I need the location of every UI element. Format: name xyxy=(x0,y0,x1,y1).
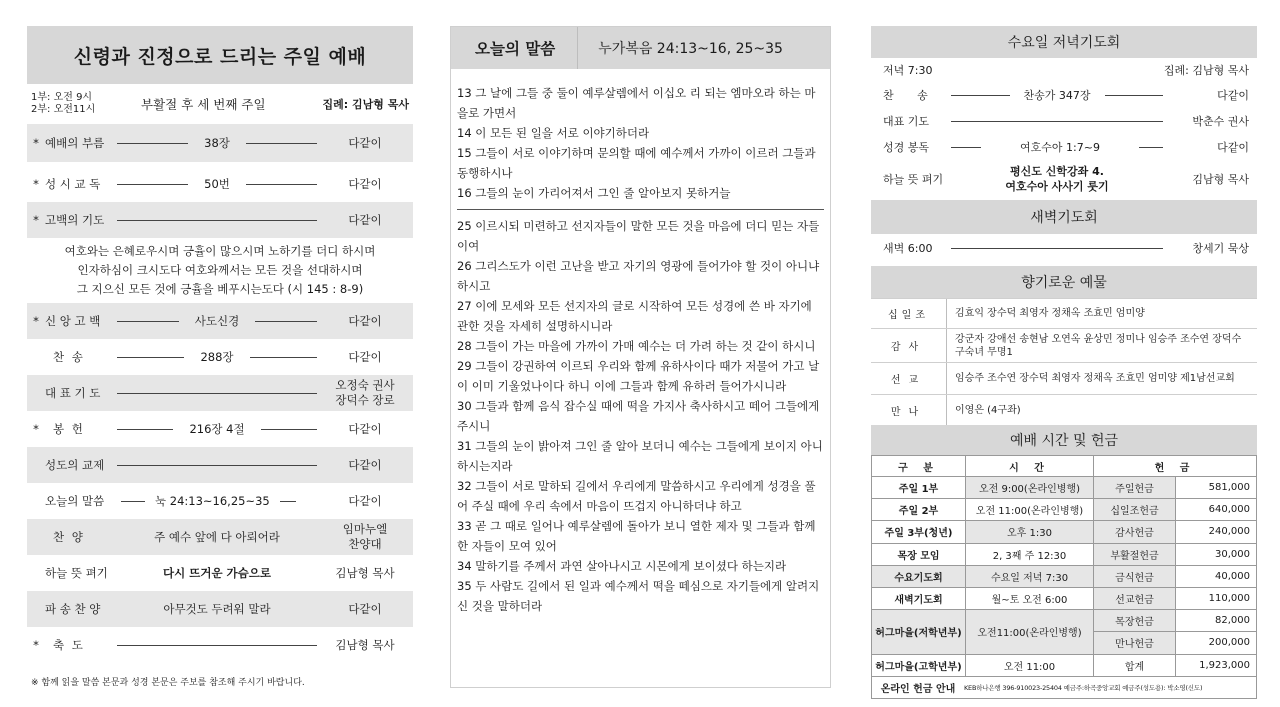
today-word-panel xyxy=(450,26,831,688)
order-row: * 성 시 교 독 50번 다같이 xyxy=(33,176,382,191)
order-row: 오늘의 말씀 눅 24:13~16,25~35 다같이 xyxy=(45,493,382,508)
offering-list xyxy=(871,298,1257,425)
order-row: 찬 양 주 예수 앞에 다 아뢰어라 임마누엘 찬양대 xyxy=(27,519,413,555)
schedule-row: 주일 3부(청년) 오후 1:30 감사헌금 240,000 xyxy=(872,521,1257,543)
verse: 31 그들의 눈이 밝아져 그인 줄 알아 보더니 예수는 그들에게 보이지 아니하시는지라 xyxy=(457,439,823,473)
order-row: * 고백의 기도 다같이 xyxy=(27,202,413,238)
offering-title: 향기로운 예물 xyxy=(871,266,1257,298)
verse-divider xyxy=(457,209,824,210)
schedule-header: 구 분 시 간 헌 금 xyxy=(872,456,1257,477)
scripture-reference: 누가복음 24:13~16, 25~35 xyxy=(598,41,783,57)
order-row: 대 표 기 도 오정숙 권사 장덕수 장로 xyxy=(27,375,413,411)
verse: 34 말하기를 주께서 과연 살아나시고 시몬에게 보이셨다 하는지라 xyxy=(457,559,787,573)
schedule-row: 수요기도회 수요일 저녁 7:30 금식헌금 40,000 xyxy=(872,565,1257,587)
worship-leader: 집례: 김남형 목사 xyxy=(322,98,409,111)
offering-row: 선교 임승주 조수연 장수덕 최영자 정채옥 조효민 엄미양 제1남선교회 xyxy=(871,363,1257,395)
schedule-row: 주일 1부 오전 9:00(온라인병행) 주일헌금 581,000 xyxy=(872,477,1257,499)
order-row: 파 송 찬 양 아무것도 두려워 말라 다같이 xyxy=(27,591,413,627)
online-offering: 온라인 헌금 안내 KEB하나은행 396-910023-25404 예금주:하곡중앙교회 예금주(성도용): 박소영(신도) xyxy=(871,677,1257,699)
order-row: 하늘 뜻 펴기 다시 뜨거운 가슴으로 김남형 목사 xyxy=(45,565,395,580)
verse: 29 그들이 강권하여 이르되 우리와 함께 유하사이다 때가 저물어 가고 날이 이미 기울었나이다 하니 이에 그들과 함께 유하러 들어가시니라 xyxy=(457,359,820,393)
schedule-row: 새벽기도회 월~토 오전 6:00 선교헌금 110,000 xyxy=(872,587,1257,609)
order-row: * 예배의 부름 38장 다같이 xyxy=(27,124,413,162)
scripture-text xyxy=(451,69,830,616)
verse: 25 이르시되 미련하고 선지자들이 말한 모든 것을 마음에 더디 믿는 자들이여 xyxy=(457,219,820,253)
wednesday-row: 대표 기도 박춘수 권사 xyxy=(883,115,1249,128)
service-times xyxy=(31,92,129,116)
schedule-row: 주일 2부 오전 11:00(온라인병행) 십일조헌금 640,000 xyxy=(872,499,1257,521)
schedule-row: 목장 모임 2, 3째 주 12:30 부활절헌금 30,000 xyxy=(872,543,1257,565)
sunday-name: 부활절 후 세 번째 주일 xyxy=(141,97,266,112)
schedule-row: 허그마을(고학년부) 오전 11:00 합계 1,923,000 xyxy=(872,654,1257,676)
worship-title: 신령과 진정으로 드리는 주일 예배 xyxy=(27,26,413,84)
verse: 15 그들이 서로 이야기하며 문의할 때에 예수께서 가까이 이르러 그들과 동행하시나 xyxy=(457,146,816,180)
today-word-header xyxy=(451,27,830,69)
sunday-worship-order xyxy=(27,26,413,688)
offering-row: 만나 이영은 (4구좌) xyxy=(871,395,1257,425)
schedule-title: 예배 시간 및 헌금 xyxy=(871,425,1257,455)
verse: 33 곧 그 때로 일어나 예루살렘에 돌아가 보니 열한 제자 및 그들과 함께 한 자들이 모여 있어 xyxy=(457,519,816,553)
today-word-title: 오늘의 말씀 xyxy=(451,27,578,69)
order-row: * 신 앙 고 백 사도신경 다같이 xyxy=(27,303,413,339)
wednesday-row: 하늘 뜻 펴기 평신도 신학강좌 4. 여호수아 사사기 룻기 김남형 목사 xyxy=(883,165,1249,193)
order-row: * 축 도 김남형 목사 xyxy=(33,637,395,652)
footnote: ※ 함께 읽을 말씀 본문과 성경 본문은 주보를 참조해 주시기 바랍니다. xyxy=(31,678,305,688)
schedule-table xyxy=(871,455,1257,677)
verse: 16 그들의 눈이 가리어져서 그인 줄 알아보지 못하거늘 xyxy=(457,186,731,200)
confession-psalm: 여호와는 은혜로우시며 긍휼이 많으시며 노하기를 더디 하시며 인자하심이 크시도다 여호와께서는 모든 것을 선대하시며 그 지으신 모든 것에 긍휼을 베푸시는도다 (시 145 : 8-9) xyxy=(64,244,376,296)
wednesday-row: 찬 송 찬송가 347장 다같이 xyxy=(883,88,1249,102)
verse: 26 그리스도가 이런 고난을 받고 자기의 영광에 들어가야 할 것이 아니냐 하시고 xyxy=(457,259,820,293)
wednesday-time-row: 저녁 7:30 집례: 김남형 목사 xyxy=(883,64,1249,77)
verse: 27 이에 모세와 모든 선지자의 글로 시작하여 모든 성경에 쓴 바 자기에 관한 것을 자세히 설명하시니라 xyxy=(457,299,812,333)
right-panel xyxy=(871,26,1257,699)
verse: 14 이 모든 된 일을 서로 이야기하더라 xyxy=(457,126,650,140)
worship-info xyxy=(27,84,413,124)
order-row: 찬 송 288장 다같이 xyxy=(53,349,382,364)
order-row: 성도의 교제 다같이 xyxy=(27,447,413,483)
offering-row: 감사 강군자 강애선 송현남 오연옥 윤상민 정미나 임승주 조수연 장덕수 구숙녀 무명1 xyxy=(871,329,1257,363)
offering-row: 십일조 김효익 장수덕 최영자 정채옥 조효민 엄미양 xyxy=(871,299,1257,329)
wednesday-title: 수요일 저녁기도회 xyxy=(871,26,1257,58)
verse: 32 그들이 서로 말하되 길에서 우리에게 말씀하시고 우리에게 성경을 풀어 주실 때에 우리 속에서 마음이 뜨겁지 아니하더냐 하고 xyxy=(457,479,816,513)
schedule-row: 허그마을(저학년부) 오전11:00(온라인병행) 목장헌금 82,000 xyxy=(872,610,1257,632)
service-time-2: 2부: 오전11시 xyxy=(31,104,96,115)
wednesday-row: 성경 봉독 여호수아 1:7~9 다같이 xyxy=(883,140,1249,154)
order-name: 예배의 부름 xyxy=(45,136,105,150)
verse: 30 그들과 함께 음식 잡수실 때에 떡을 가지사 축사하시고 떼어 그들에게 주시니 xyxy=(457,399,820,433)
verse: 28 그들이 가는 마을에 가까이 가매 예수는 더 가려 하는 것 같이 하시니 xyxy=(457,339,816,353)
service-time-1: 1부: 오전 9시 xyxy=(31,92,93,103)
dawn-title: 새벽기도회 xyxy=(871,200,1257,234)
order-row: * 봉 헌 216장 4절 다같이 xyxy=(33,421,382,436)
verse: 35 두 사람도 길에서 된 일과 예수께서 떡을 떼심으로 자기들에게 알려지신 것을 말하더라 xyxy=(457,579,820,613)
schedule-row: 만나헌금 200,000 xyxy=(872,632,1257,654)
verse: 13 그 날에 그들 중 둘이 예루살렘에서 이십오 리 되는 엠마오라 하는 마을로 가면서 xyxy=(457,86,816,120)
dawn-row: 새벽 6:00 창세기 묵상 xyxy=(883,242,1249,255)
